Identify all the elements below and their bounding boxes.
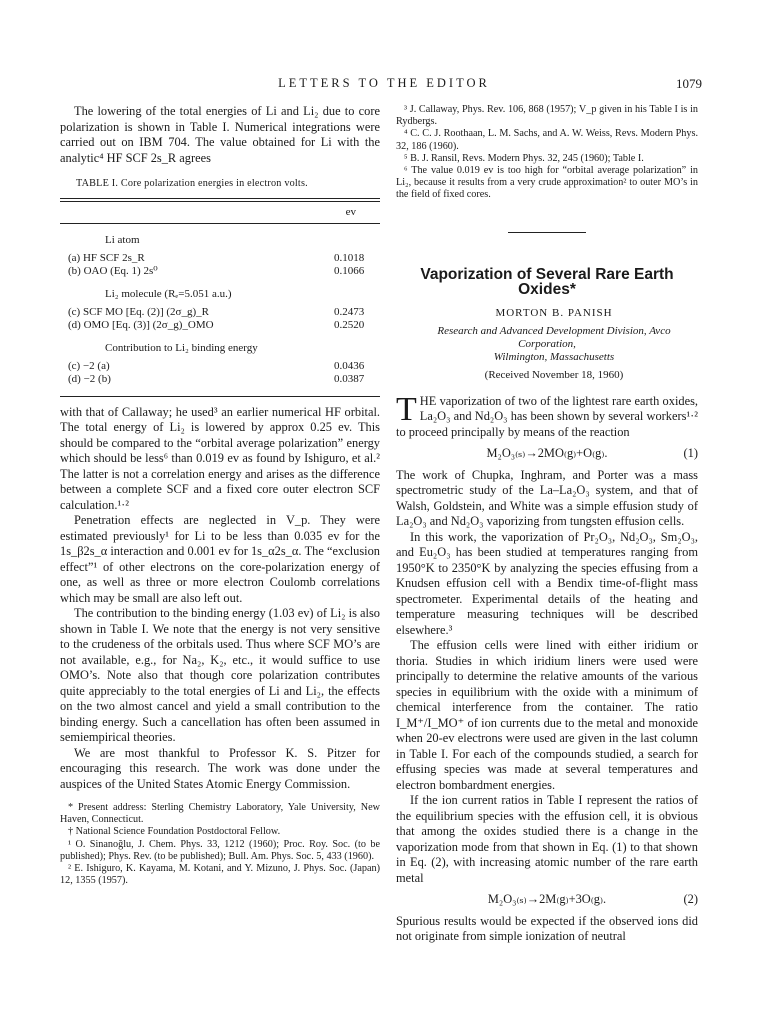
equation-1-formula: M₂O₃₍ₛ₎→2MO₍g₎+O₍g₎. bbox=[486, 446, 608, 461]
body-paragraph: The effusion cells were lined with either iridium or thoria. Studies in which iridium liners were used were principally to determine the relative amounts of the various species in equilibrium with the oxide with a minimum of chemical interference from the container. The ratio I_M⁺/I_MO⁺ of ion currents due to the metal and monoxide when 20-ev electrons were used are given in the last column in Table I. For each of the compounds studied, a search for effusing species was made at several temperatures and electron bombardment energies. bbox=[396, 638, 698, 792]
equation-2-formula: M₂O₃₍ₛ₎→2M₍g₎+3O₍g₎. bbox=[487, 892, 607, 907]
body-paragraph: The work of Chupka, Inghram, and Porter was a mass spectrometric study of the La–La₂O₃ system, and that of Walsh, Goldstein, and White was a simple effusion study of La₂O₃ and Nd₂O₃ vaporizing from tungsten effusion cells. bbox=[396, 467, 698, 529]
core-polarization-table bbox=[60, 202, 380, 396]
intro-paragraph: The lowering of the total energies of Li and Li₂ due to core polarization is shown in Table I. Numerical integrations were carried out on IBM 704. The value obtained for Li with the analytic⁴ HF SCF 2s_R agrees bbox=[60, 104, 380, 165]
row-label: (d) −2 (b) bbox=[68, 372, 111, 385]
table-section-heading: Li atom bbox=[105, 233, 140, 246]
body-paragraph: We are most thankful to Professor K. S. Pitzer for encouraging this research. The work was done under the auspices of the United States Atomic Energy Commission. bbox=[60, 745, 380, 791]
table-bottom-rule bbox=[60, 396, 380, 397]
table-header-rule bbox=[60, 223, 380, 224]
table-section-heading: Contribution to Li₂ binding energy bbox=[105, 341, 258, 354]
article-received-date: (Received November 18, 1960) bbox=[484, 369, 624, 382]
row-value: 0.0387 bbox=[334, 372, 365, 385]
footnote: * Present address: Sterling Chemistry Laboratory, Yale University, New Haven, Connecticut. bbox=[60, 802, 380, 826]
footnote: ⁵ B. J. Ransil, Revs. Modern Phys. 32, 245 (1960); Table I. bbox=[404, 152, 644, 164]
table-caption: TABLE I. Core polarization energies in electron volts. bbox=[76, 178, 308, 189]
row-value: 0.2473 bbox=[334, 305, 365, 318]
page-number: 1079 bbox=[676, 76, 702, 91]
footnote: ² E. Ishiguro, K. Kayama, M. Kotani, and Y. Mizuno, J. Phys. Soc. (Japan) 12, 1355 (1957). bbox=[60, 863, 380, 887]
table-row bbox=[60, 265, 380, 278]
drop-cap: T bbox=[396, 390, 417, 428]
row-label: (c) SCF MO [Eq. (2)] (2σ_g)_R bbox=[68, 305, 209, 318]
footnote: † National Science Foundation Postdoctoral Fellow. bbox=[68, 826, 281, 838]
row-value: 0.0436 bbox=[334, 359, 365, 372]
left-footnotes bbox=[60, 802, 380, 887]
row-label: (c) −2 (a) bbox=[68, 359, 110, 372]
article-author: MORTON B. PANISH bbox=[495, 306, 613, 319]
footnote: ⁶ The value 0.019 ev is too high for “orbital average polarization” in Li₂, because it results from a very crude approximation² to outer MO’s in the field of fixed cores. bbox=[396, 165, 698, 201]
body-paragraph: with that of Callaway; he used³ an earlier numerical HF orbital. The total energy of Li₂ is lowered by approx 0.25 ev. This should be compared to the “orbital average polarization” energy which should be less⁶ than 0.019 ev as found by Ishiguro, et al.² The latter is not a correlation energy and arises as the difference between a complete SCF and a fixed core outer electron SCF calculation.¹·² bbox=[60, 404, 380, 512]
row-label: (a) HF SCF 2s_R bbox=[68, 251, 145, 264]
equation-1 bbox=[396, 446, 698, 462]
row-label: (d) OMO [Eq. (3)] (2σ_g)_OMO bbox=[68, 318, 214, 331]
body-paragraph: The contribution to the binding energy (1.03 ev) of Li₂ is also shown in Table I. We note that the energy is not very sensitive to the crudeness of the orbitals used. Thus where SCF MO’s are not available, e.g., for Na₂, K₂, etc., it would suffice to use OMO’s. Note also that though core polarization contributes quite appreciably to the total energies of Li and Li₂, the effects on the two almost cancel and yield a small contribution to the binding energy. Such a cancellation has often been assumed in semiempirical theories. bbox=[60, 606, 380, 744]
first-paragraph-text: HE vaporization of two of the lightest rare earth oxides, La₂O₃ and Nd₂O₃ has been shown by several workers¹·² to proceed principally by means of the reaction bbox=[396, 393, 698, 439]
body-paragraph: Spurious results would be expected if the observed ions did not originate from simple ionization of neutral bbox=[396, 913, 698, 944]
article-affiliation-location: Wilmington, Massachusetts bbox=[493, 351, 615, 364]
table-unit-header: ev bbox=[345, 205, 356, 218]
row-value: 0.2520 bbox=[334, 318, 365, 331]
footnote: ³ J. Callaway, Phys. Rev. 106, 868 (1957); V_p given in his Table I is in Rydbergs. bbox=[396, 104, 698, 128]
article-affiliation: Research and Advanced Development Division, Avco Corporation, bbox=[437, 325, 671, 351]
table-row bbox=[60, 360, 380, 373]
row-label: (b) OAO (Eq. 1) 2s⁰ bbox=[68, 264, 158, 277]
equation-1-number: (1) bbox=[683, 446, 698, 461]
body-paragraph: In this work, the vaporization of Pr₂O₃, Nd₂O₃, Sm₂O₃, and Eu₂O₃ has been studied at temperatures ranging from 1950°K to 2350°K by analyzing the species effusing from a Knudsen effusion cell with a Bendix time-of-flight mass spectrometer. Experimental details of the heating and temperature measuring techniques will be described elsewhere.³ bbox=[396, 529, 698, 637]
equation-2-number: (2) bbox=[683, 892, 698, 907]
equation-2 bbox=[396, 892, 698, 908]
body-paragraph: If the ion current ratios in Table I represent the ratios of the equilibrium species with the effusion cell, it is obvious that among the oxides studied there is a change in the vaporization mode from that shown in Eq. (1) to that shown in Eq. (2), with increasing atomic number of the rare earth metal bbox=[396, 793, 698, 885]
article-title: Vaporization of Several Rare Earth Oxides* bbox=[420, 265, 674, 299]
footnote: ⁴ C. C. J. Roothaan, L. M. Sachs, and A. W. Weiss, Revs. Modern Phys. 32, 186 (1960). bbox=[396, 128, 698, 152]
running-title: LETTERS TO THE EDITOR bbox=[278, 76, 490, 90]
body-paragraph: Penetration effects are neglected in V_p. They were estimated previously¹ for Li to be less than 0.035 ev for the 1s_β2s_α interaction and 0.001 ev for 1s_α2s_α. The “exclusion effect”¹ of other electrons on the core-polarization energy of one, as well as three or more electron Coulomb correlations which may be small are also left out. bbox=[60, 513, 380, 605]
row-value: 0.1066 bbox=[334, 264, 365, 277]
left-column bbox=[60, 104, 380, 887]
table-row bbox=[60, 252, 380, 265]
table-section-heading: Li₂ molecule (Rₑ=5.051 a.u.) bbox=[105, 287, 232, 300]
table-row bbox=[60, 306, 380, 319]
table-row bbox=[60, 319, 380, 332]
table-row bbox=[60, 373, 380, 386]
row-value: 0.1018 bbox=[334, 251, 365, 264]
running-head bbox=[0, 76, 768, 94]
right-column bbox=[396, 104, 698, 945]
article-first-paragraph bbox=[396, 390, 698, 441]
right-footnotes bbox=[396, 104, 698, 202]
footnote: ¹ O. Sinanoğlu, J. Chem. Phys. 33, 1212 (1960); Proc. Roy. Soc. (to be published); Phys. Rev. (to be published); Bull. Am. Phys. Soc. 5, 433 (1960). bbox=[60, 838, 380, 862]
